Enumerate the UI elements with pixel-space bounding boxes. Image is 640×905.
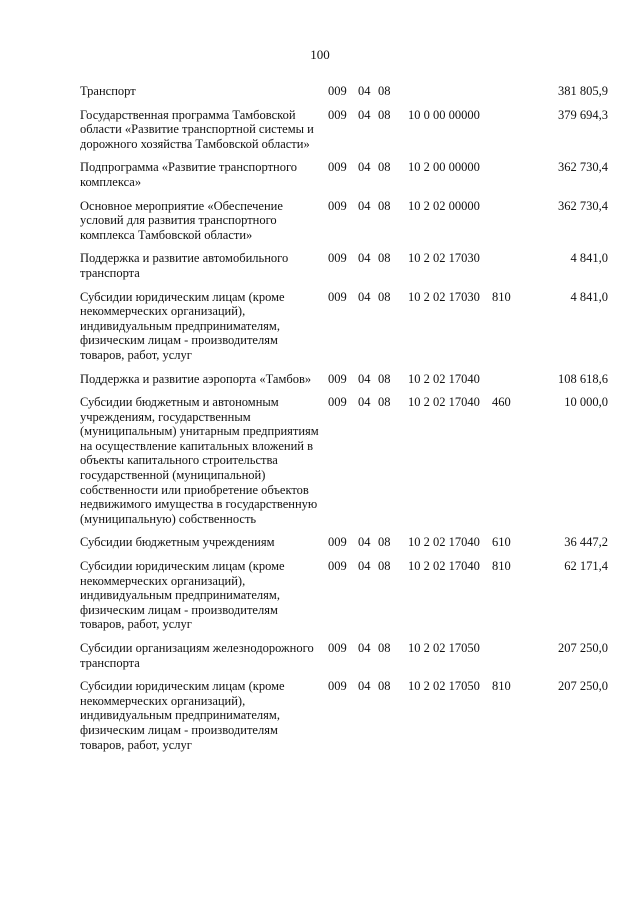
row-amount: 207 250,0	[558, 679, 608, 694]
expense-type-code	[492, 641, 528, 679]
target-article-code: 10 2 02 17030	[408, 289, 480, 304]
target-article-code: 10 2 02 17050	[408, 679, 480, 694]
section-code: 04	[358, 160, 371, 175]
row-amount: 381 805,9	[558, 84, 608, 98]
subsection-code: 08	[378, 251, 391, 266]
section-code: 04	[358, 251, 371, 266]
row-name: Субсидии бюджетным и автономным учреждениям, государственным (муниципальным) унитарным предприятиям на осуществление капитальных вложений в объекты капитального строительства государственной (муниципальной) собственности или приобретение объектов недвижимого имущества в государственную (муниципальную) собственность	[80, 395, 319, 526]
expense-type-code	[492, 251, 528, 289]
expense-type-code	[492, 108, 528, 161]
page-number: 100	[310, 47, 330, 62]
subsection-code: 08	[378, 198, 391, 213]
section-code: 04	[358, 535, 371, 550]
row-name: Субсидии юридическим лицам (кроме некоммерческих организаций), индивидуальным предпринимателям, физическим лицам - производителям товаров, работ, услуг	[80, 559, 285, 632]
budget-table-body	[80, 84, 608, 752]
section-code: 04	[358, 559, 371, 574]
row-amount: 108 618,6	[558, 371, 608, 386]
table-row	[80, 679, 608, 752]
subsection-code: 08	[378, 107, 391, 122]
target-article-code: 10 0 00 00000	[408, 107, 480, 122]
subsection-code: 08	[378, 559, 391, 574]
target-article-code: 10 2 02 17030	[408, 251, 480, 266]
row-amount: 207 250,0	[558, 641, 608, 655]
subsection-code: 08	[378, 535, 391, 550]
subsection-code: 08	[378, 641, 391, 655]
target-article-code: 10 2 02 17040	[408, 371, 480, 386]
target-article-code: 10 2 02 17040	[408, 395, 480, 410]
subsection-code: 08	[378, 289, 391, 304]
table-row	[80, 84, 608, 108]
expense-type-code: 810	[492, 679, 511, 694]
row-amount: 379 694,3	[558, 107, 608, 122]
ministry-code: 009	[328, 198, 347, 213]
subsection-code: 08	[378, 395, 391, 410]
target-article-code: 10 2 02 17040	[408, 535, 480, 550]
table-row	[80, 372, 608, 396]
expense-type-code: 810	[492, 559, 511, 574]
subsection-code: 08	[378, 160, 391, 175]
expense-type-code: 460	[492, 395, 511, 410]
section-code: 04	[358, 107, 371, 122]
ministry-code: 009	[328, 679, 347, 694]
row-name: Субсидии юридическим лицам (кроме некоммерческих организаций), индивидуальным предпринимателям, физическим лицам - производителям товаров, работ, услуг	[80, 679, 285, 752]
section-code: 04	[358, 641, 371, 655]
row-name: Поддержка и развитие аэропорта «Тамбов»	[80, 371, 312, 386]
budget-table	[80, 84, 608, 752]
section-code: 04	[358, 84, 371, 98]
row-name: Основное мероприятие «Обеспечение условий для развития транспортного комплекса Тамбовской области»	[80, 198, 283, 242]
row-amount: 362 730,4	[558, 160, 608, 175]
row-name: Субсидии юридическим лицам (кроме некоммерческих организаций), индивидуальным предпринимателям, физическим лицам - производителям товаров, работ, услуг	[80, 289, 285, 362]
ministry-code: 009	[328, 535, 347, 550]
table-row	[80, 251, 608, 289]
expense-type-code: 810	[492, 289, 511, 304]
row-amount: 10 000,0	[564, 395, 608, 410]
table-row	[80, 160, 608, 198]
row-name: Субсидии бюджетным учреждениям	[80, 535, 275, 550]
table-row	[80, 559, 608, 641]
ministry-code: 009	[328, 371, 347, 386]
ministry-code: 009	[328, 84, 347, 98]
row-amount: 36 447,2	[564, 535, 608, 550]
target-article-code: 10 2 02 00000	[408, 198, 480, 213]
expense-type-code	[492, 199, 528, 252]
subsection-code: 08	[378, 84, 391, 98]
row-name: Субсидии организациям железнодорожного транспорта	[80, 641, 314, 670]
row-name: Транспорт	[80, 84, 136, 98]
table-row	[80, 108, 608, 161]
row-amount: 4 841,0	[570, 289, 608, 304]
row-name: Поддержка и развитие автомобильного транспорта	[80, 251, 289, 280]
ministry-code: 009	[328, 107, 347, 122]
ministry-code: 009	[328, 289, 347, 304]
expense-type-code	[492, 84, 528, 108]
section-code: 04	[358, 395, 371, 410]
row-amount: 4 841,0	[570, 251, 608, 266]
section-code: 04	[358, 371, 371, 386]
row-name: Подпрограмма «Развитие транспортного комплекса»	[80, 160, 298, 189]
section-code: 04	[358, 679, 371, 694]
table-row	[80, 290, 608, 372]
ministry-code: 009	[328, 559, 347, 574]
subsection-code: 08	[378, 679, 391, 694]
subsection-code: 08	[378, 371, 391, 386]
ministry-code: 009	[328, 251, 347, 266]
row-name: Государственная программа Тамбовской области «Развитие транспортной системы и дорожного хозяйства Тамбовской области»	[80, 107, 314, 151]
target-article-code	[408, 84, 492, 108]
ministry-code: 009	[328, 160, 347, 175]
ministry-code: 009	[328, 641, 347, 655]
section-code: 04	[358, 198, 371, 213]
section-code: 04	[358, 289, 371, 304]
ministry-code: 009	[328, 395, 347, 410]
table-row	[80, 641, 608, 679]
table-row	[80, 535, 608, 559]
target-article-code: 10 2 02 17050	[408, 641, 480, 655]
table-row	[80, 199, 608, 252]
row-amount: 62 171,4	[564, 559, 608, 574]
target-article-code: 10 2 00 00000	[408, 160, 480, 175]
row-amount: 362 730,4	[558, 198, 608, 213]
table-row	[80, 395, 608, 535]
expense-type-code	[492, 160, 528, 198]
expense-type-code: 610	[492, 535, 511, 550]
target-article-code: 10 2 02 17040	[408, 559, 480, 574]
expense-type-code	[492, 372, 528, 396]
